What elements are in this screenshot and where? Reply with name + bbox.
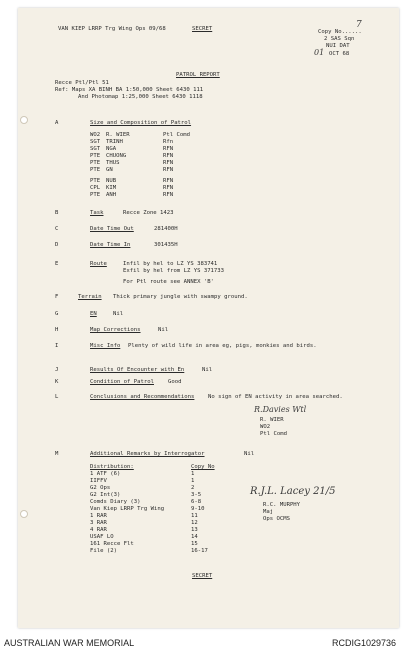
copy-no-heading: Copy No (191, 464, 215, 470)
distribution-recipient: G2 Ops (90, 485, 111, 491)
item-value: 281400H (154, 226, 178, 232)
member-name: TRINH (106, 139, 123, 145)
member-role: RFN (163, 185, 174, 191)
signature-line: Ptl Comd (260, 431, 287, 437)
item-letter: D (55, 242, 59, 248)
member-rank: PTE (90, 153, 101, 159)
item-label: Condition of Patrol (90, 379, 154, 385)
item-letter: G (55, 311, 59, 317)
section-value: Nil (244, 451, 255, 457)
item-letter: E (55, 261, 59, 267)
member-role: Ptl Comd (163, 132, 190, 138)
doc-header-title: VAN KIEP LRRP Trg Wing Ops 09/68 (58, 26, 166, 32)
item-letter: B (55, 210, 59, 216)
date-handwritten: 01 (314, 48, 325, 57)
distribution-copy: 14 (191, 534, 198, 540)
archive-footer (0, 632, 407, 654)
member-rank: CPL (90, 185, 101, 191)
item-value: Recce Zone 1423 (123, 210, 174, 216)
item-value: Nil (113, 311, 124, 317)
section-heading: Additional Remarks by Interrogator (90, 451, 205, 457)
item-value: Thick primary jungle with swampy ground. (113, 294, 248, 300)
member-rank: PTE (90, 160, 101, 166)
recce-ref: Recce Ptl/Ptl 51 (55, 80, 109, 86)
distribution-recipient: Comds Diary (3) (90, 499, 141, 505)
distribution-recipient: 161 Recce Flt (90, 541, 134, 547)
member-role: RFN (163, 160, 174, 166)
member-role: RFN (163, 153, 174, 159)
member-name: THUS (106, 160, 120, 166)
item-label: Terrain (78, 294, 102, 300)
distribution-recipient: 1 ATF (6) (90, 471, 121, 477)
distribution-copy: 12 (191, 520, 198, 526)
copy-number-handwritten: 7 (356, 20, 362, 30)
distribution-copy: 2 (191, 485, 195, 491)
member-name: NGA (106, 146, 117, 152)
distribution-recipient: 1 RAR (90, 513, 107, 519)
officer-line: Ops OCMS (263, 516, 290, 522)
distribution-copy: 9-10 (191, 506, 205, 512)
item-label: EN (90, 311, 97, 317)
item-label: Route (90, 261, 107, 267)
item-value: Infil by hel to LZ YS 383741 (123, 261, 218, 267)
distribution-copy: 6-8 (191, 499, 202, 505)
officer-line: Maj (263, 509, 274, 515)
item-value: No sign of EN activity in area searched. (208, 394, 343, 400)
member-name: GN (106, 167, 113, 173)
item-label: Date Time Out (90, 226, 134, 232)
classification-top: SECRET (192, 26, 213, 32)
distribution-copy: 1 (191, 471, 195, 477)
item-label: Date Time In (90, 242, 131, 248)
map-ref: Ref: Maps XA BINH BA 1:50,000 Sheet 6430 111 (55, 87, 204, 93)
signature-line: R. WIER (260, 417, 284, 423)
member-role: Rfn (163, 139, 174, 145)
distribution-copy: 11 (191, 513, 198, 519)
distribution-heading: Distribution: (90, 464, 134, 470)
distribution-recipient: Van Kiep LRRP Trg Wing (90, 506, 165, 512)
unit-line: 2 SAS Sqn (324, 36, 355, 42)
distribution-recipient: IIFFV (90, 478, 107, 484)
distribution-recipient: 3 RAR (90, 520, 107, 526)
distribution-copy: 15 (191, 541, 198, 547)
item-value: 301435H (154, 242, 178, 248)
archive-institution: AUSTRALIAN WAR MEMORIAL (4, 638, 135, 648)
member-rank: SGT (90, 146, 101, 152)
item-value: Nil (202, 367, 213, 373)
distribution-recipient: File (2) (90, 548, 117, 554)
item-letter: F (55, 294, 59, 300)
item-label: Misc Info (90, 343, 121, 349)
copy-number: Copy No...... (318, 29, 362, 35)
section-letter: M (55, 451, 59, 457)
member-role: RFN (163, 192, 174, 198)
item-label: Results Of Encounter with En (90, 367, 185, 373)
item-value: For Ptl route see ANNEX 'B' (123, 279, 214, 285)
member-role: RFN (163, 146, 174, 152)
member-role: RFN (163, 167, 174, 173)
item-value: Good (168, 379, 182, 385)
section-heading: Size and Composition of Patrol (90, 120, 192, 126)
map-ref: And Photomap 1:25,000 Sheet 6430 1118 (78, 94, 203, 100)
member-rank: PTE (90, 192, 101, 198)
classification-bottom: SECRET (192, 573, 213, 579)
member-name: ANH (106, 192, 117, 198)
member-name: R. WIER (106, 132, 130, 138)
patrol-commander-signature: R.Davies Wtl (254, 405, 307, 414)
distribution-recipient: USAF LO (90, 534, 114, 540)
document-page (18, 8, 399, 628)
member-rank: PTE (90, 178, 101, 184)
item-letter: I (55, 343, 59, 349)
officer-signature: R.J.L. Lacey 21/5 (250, 486, 336, 497)
member-name: NUB (106, 178, 117, 184)
distribution-recipient: G2 Int(3) (90, 492, 121, 498)
item-letter: K (55, 379, 59, 385)
member-rank: SGT (90, 139, 101, 145)
item-label: Conclusions and Recommendations (90, 394, 195, 400)
officer-line: R.C. MURPHY (263, 502, 301, 508)
member-role: RFN (163, 178, 174, 184)
distribution-recipient: 4 RAR (90, 527, 107, 533)
section-letter: A (55, 120, 59, 126)
distribution-copy: 1 (191, 478, 195, 484)
member-rank: PTE (90, 167, 101, 173)
item-letter: L (55, 394, 59, 400)
signature-line: WO2 (260, 424, 271, 430)
distribution-copy: 3-5 (191, 492, 202, 498)
item-value: Nil (158, 327, 169, 333)
member-name: KIM (106, 185, 117, 191)
member-name: CHUONG (106, 153, 127, 159)
date-typed: OCT 68 (329, 51, 350, 57)
item-label: Map Corrections (90, 327, 141, 333)
distribution-copy: 13 (191, 527, 198, 533)
punch-hole (20, 510, 28, 518)
item-value: Exfil by hel from LZ YS 371733 (123, 268, 225, 274)
item-label: Task (90, 210, 104, 216)
item-value: Plenty of wild life in area eg, pigs, monkies and birds. (128, 343, 317, 349)
item-letter: J (55, 367, 59, 373)
archive-reference: RCDIG1029736 (332, 638, 397, 648)
report-title: PATROL REPORT (176, 72, 220, 78)
punch-hole (20, 116, 28, 124)
item-letter: C (55, 226, 59, 232)
unit-line: NUI DAT (326, 43, 350, 49)
member-rank: WO2 (90, 132, 101, 138)
item-letter: H (55, 327, 59, 333)
distribution-copy: 16-17 (191, 548, 208, 554)
